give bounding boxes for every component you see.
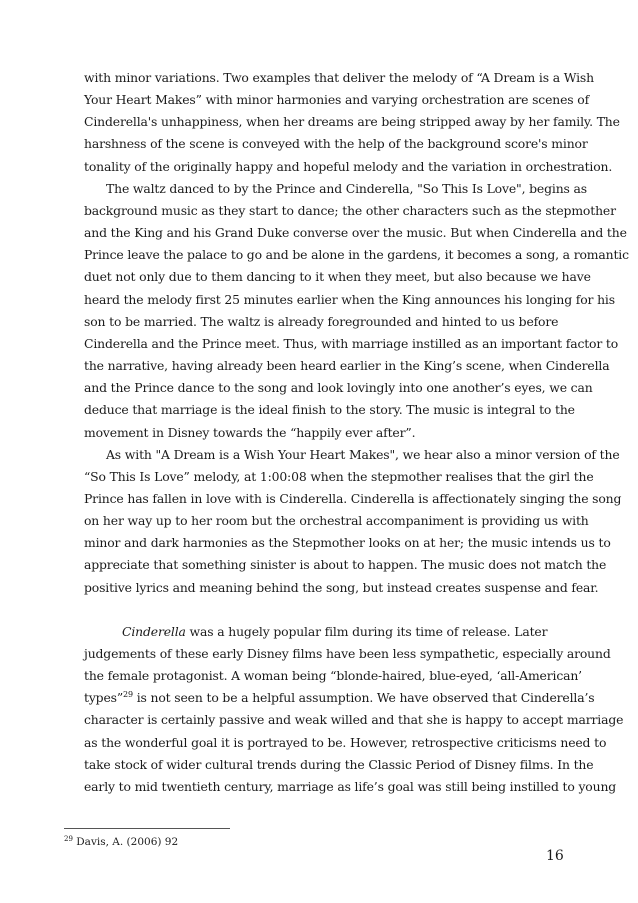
film-title: Cinderella bbox=[122, 623, 186, 639]
text-line: the narrative, having already been heard earlier in the King’s scene, when Cinderella bbox=[84, 358, 610, 374]
footnote bbox=[64, 836, 178, 848]
text-line: background music as they start to dance; the other characters such as the stepmother bbox=[84, 202, 616, 218]
text-line: positive lyrics and meaning behind the song, but instead creates suspense and fear. bbox=[84, 579, 599, 595]
text-span: was a hugely popular film during its time of release. Later bbox=[185, 623, 548, 639]
text-line: take stock of wider cultural trends during the Classic Period of Disney films. In the bbox=[84, 756, 594, 772]
text-line: Cinderella and the Prince meet. Thus, with marriage instilled as an important factor to bbox=[84, 335, 619, 351]
text-line: and the King and his Grand Duke converse over the music. But when Cinderella and the bbox=[84, 225, 627, 241]
text-line: appreciate that something sinister is about to happen. The music does not match the bbox=[84, 557, 607, 573]
text-span: is not seen to be a helpful assumption. We have observed that Cinderella’s bbox=[132, 690, 595, 706]
text-line: Cinderella's unhappiness, when her dreams are being stripped away by her family. The bbox=[84, 114, 620, 130]
footnote-reference[interactable]: 29 bbox=[123, 690, 133, 700]
text-line: As with "A Dream is a Wish Your Heart Makes", we hear also a minor version of the bbox=[106, 446, 620, 462]
body-text bbox=[84, 67, 629, 798]
text-line: on her way up to her room but the orchestral accompaniment is providing us with bbox=[84, 513, 589, 529]
text-line: heard the melody first 25 minutes earlier when the King announces his longing for his bbox=[84, 291, 615, 307]
text-line: judgements of these early Disney films have been less sympathetic, especially around bbox=[84, 645, 611, 661]
paragraph-gap bbox=[84, 599, 584, 621]
text-line: minor and dark harmonies as the Stepmother looks on at her; the music intends us to bbox=[84, 535, 611, 551]
text-line: The waltz danced to by the Prince and Cinderella, "So This Is Love", begins as bbox=[106, 180, 587, 196]
footnote-divider bbox=[64, 828, 230, 829]
footnote-marker: 29 bbox=[64, 835, 73, 843]
text-line: and the Prince dance to the song and look lovingly into one another’s eyes, we can bbox=[84, 380, 593, 396]
text-line: Prince leave the palace to go and be alone in the gardens, it becomes a song, a romantic bbox=[84, 247, 629, 263]
text-line: “So This Is Love” melody, at 1:00:08 when the stepmother realises that the girl the bbox=[84, 468, 594, 484]
text-line bbox=[84, 687, 595, 709]
text-line: Your Heart Makes” with minor harmonies and varying orchestration are scenes of bbox=[84, 92, 590, 108]
text-line: the female protagonist. A woman being “blonde-haired, blue-eyed, ‘all-American’ bbox=[84, 668, 582, 684]
text-line: early to mid twentieth century, marriage as life’s goal was still being instilled to young bbox=[84, 778, 617, 794]
text-line: deduce that marriage is the ideal finish to the story. The music is integral to the bbox=[84, 402, 575, 418]
text-line: tonality of the originally happy and hopeful melody and the variation in orchestration. bbox=[84, 158, 613, 174]
text-line: harshness of the scene is conveyed with the help of the background score's minor bbox=[84, 136, 588, 152]
text-line: as the wonderful goal it is portrayed to be. However, retrospective criticisms need to bbox=[84, 734, 607, 750]
text-line: character is certainly passive and weak willed and that she is happy to accept marriage bbox=[84, 712, 624, 728]
footnote-text: Davis, A. (2006) 92 bbox=[72, 836, 179, 848]
text-span: types” bbox=[84, 690, 124, 706]
page-number: 16 bbox=[546, 848, 564, 864]
text-line bbox=[84, 621, 584, 643]
text-line: Prince has fallen in love with is Cinderella. Cinderella is affectionately singing the song bbox=[84, 490, 622, 506]
text-line: son to be married. The waltz is already foregrounded and hinted to us before bbox=[84, 313, 559, 329]
text-line: with minor variations. Two examples that deliver the melody of “A Dream is a Wish bbox=[84, 70, 594, 85]
text-line: movement in Disney towards the “happily ever after”. bbox=[84, 424, 416, 440]
text-line: duet not only due to them dancing to it when they meet, but also because we have bbox=[84, 269, 591, 285]
